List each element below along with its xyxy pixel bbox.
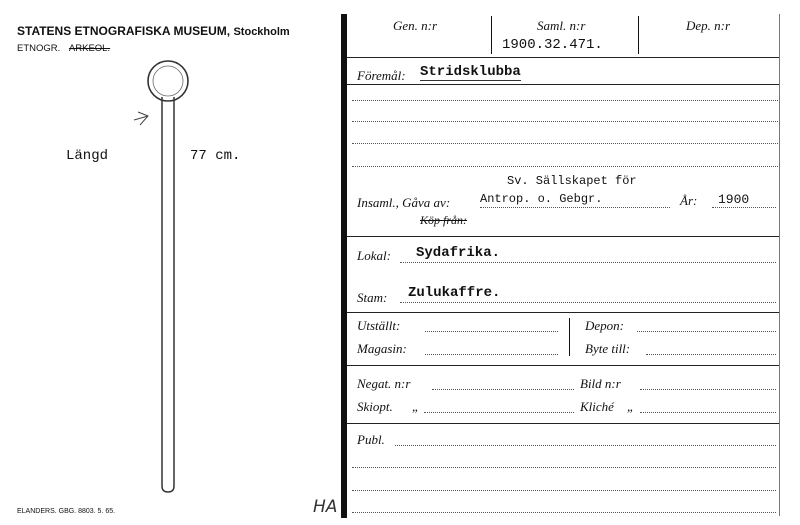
dotted-line <box>425 354 558 355</box>
dotted-line <box>432 389 574 390</box>
stam-label: Stam: <box>357 290 388 305</box>
length-value: 77 cm. <box>190 148 241 164</box>
depon-label: Depon: <box>585 318 624 333</box>
dotted-line <box>352 100 778 101</box>
utstallt-label: Utställt: <box>357 318 401 333</box>
club-handle <box>162 97 174 492</box>
stam-value: Zulukaffre. <box>408 285 501 301</box>
dotted-line <box>480 207 670 208</box>
skiopt-label: Skiopt. <box>357 399 393 414</box>
club-drawing <box>130 50 210 500</box>
magasin-label: Magasin: <box>357 341 407 356</box>
dotted-line <box>400 262 776 263</box>
dotted-line <box>400 302 776 303</box>
handwritten-initials: HA <box>313 497 338 517</box>
row-line <box>347 365 779 366</box>
row-line <box>347 423 779 424</box>
utstallt-depon-divider <box>569 318 570 356</box>
insaml-value-1: Sv. Sällskapet för <box>507 174 637 188</box>
department-line <box>17 43 110 54</box>
printer-mark: ELANDERS. GBG. 8803. 5. 65. <box>17 508 116 515</box>
dotted-line <box>425 331 558 332</box>
dotted-line <box>424 412 574 413</box>
museum-city: Stockholm <box>233 26 290 38</box>
byte-label: Byte till: <box>585 341 631 356</box>
kliche-ditto: „ <box>627 399 635 414</box>
dotted-line <box>395 445 776 446</box>
dotted-line <box>640 389 776 390</box>
dotted-line <box>712 207 776 208</box>
dotted-line <box>352 490 776 491</box>
kliche-label: Kliché <box>580 399 614 414</box>
ar-value: 1900 <box>718 192 750 207</box>
gen-saml-divider <box>491 16 492 54</box>
skiopt-ditto: „ <box>412 399 420 414</box>
lokal-label: Lokal: <box>357 248 391 263</box>
publ-label: Publ. <box>357 432 385 447</box>
insaml-value-2: Antrop. o. Gebgr. <box>480 192 603 206</box>
kop-label-struck: Köp från: <box>420 213 468 227</box>
row-line <box>347 236 779 237</box>
dotted-line <box>352 512 776 513</box>
ar-label: År: <box>680 193 698 208</box>
foremal-label: Föremål: <box>357 68 406 83</box>
card-right-border <box>779 14 780 516</box>
pencil-mark <box>134 112 148 125</box>
row-line <box>347 312 779 313</box>
dotted-line <box>637 331 776 332</box>
museum-title: STATENS ETNOGRAFISKA MUSEUM, <box>17 24 231 38</box>
row-line <box>347 84 779 85</box>
saml-dep-divider <box>638 16 639 54</box>
dept-arkeol-struck: ARKEOL. <box>68 43 111 54</box>
dotted-line <box>352 121 778 122</box>
foremal-value: Stridsklubba <box>420 64 521 80</box>
saml-value: 1900.32.471. <box>502 37 603 53</box>
dotted-line <box>352 467 776 468</box>
negat-label: Negat. n:r <box>357 376 411 391</box>
insaml-label: Insaml., Gåva av: <box>357 195 451 210</box>
dept-etnogr: ETNOGR. <box>17 43 61 54</box>
dotted-line <box>352 166 778 167</box>
saml-label: Saml. n:r <box>537 18 586 33</box>
dotted-line <box>352 143 778 144</box>
row-line <box>347 57 779 58</box>
dep-label: Dep. n:r <box>686 18 731 33</box>
lokal-value: Sydafrika. <box>416 245 501 261</box>
dotted-line <box>640 412 776 413</box>
gen-label: Gen. n:r <box>393 18 438 33</box>
club-head <box>148 61 188 101</box>
museum-name <box>17 24 290 38</box>
dotted-line <box>646 354 776 355</box>
length-label: Längd <box>66 148 109 164</box>
card-left-border <box>341 14 347 518</box>
bild-label: Bild n:r <box>580 376 621 391</box>
